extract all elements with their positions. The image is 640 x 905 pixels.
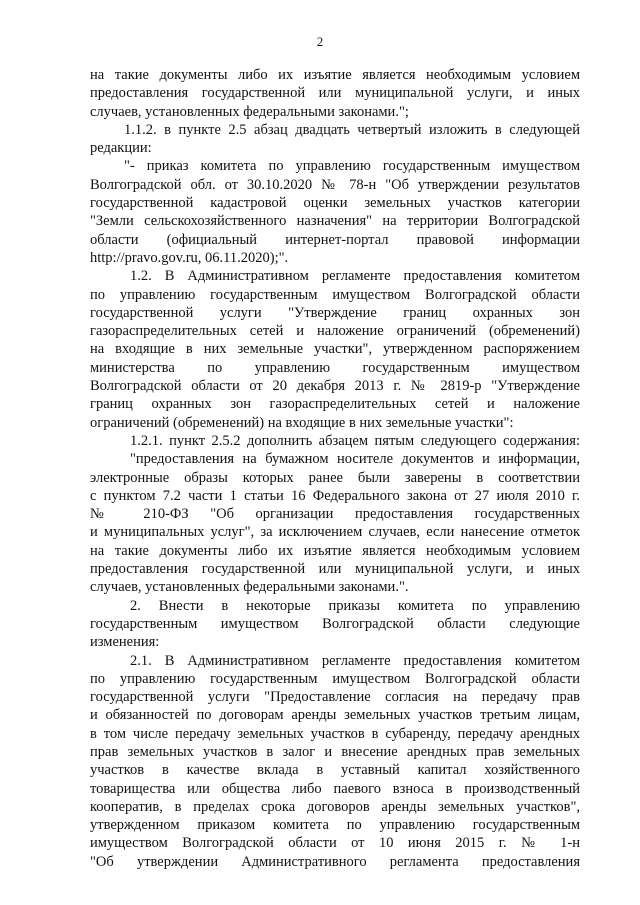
- text-line: предоставления государственной или муниципальной услуги, и иных: [90, 85, 580, 102]
- text-line: с пунктом 7.2 части 1 статьи 16 Федерального закона от 27 июля 2010 г.: [90, 487, 580, 504]
- text-line: ограничений (обременений) на входящие в них земельные участки":: [90, 414, 514, 431]
- text-line: 1.2. В Административном регламенте предоставления комитетом: [130, 268, 580, 285]
- text-line: "Земли сельскохозяйственного назначения" на территории Волгоградской: [90, 213, 580, 230]
- text-line: имуществом Волгоградской области от 10 июня 2015 г. № 1-н: [90, 835, 580, 852]
- text-line: предоставления государственной или муниципальной услуги, и иных: [90, 561, 580, 578]
- text-line: № 210-ФЗ "Об организации предоставления государственных: [90, 506, 580, 523]
- text-line: редакции:: [90, 140, 152, 157]
- text-line: Волгоградской области от 20 декабря 2013 г. № 2819-р "Утверждение: [90, 378, 580, 395]
- text-line: участков в качестве вклада в уставный капитал хозяйственного: [90, 762, 580, 779]
- text-line: государственным имуществом Волгоградской области следующие: [90, 615, 580, 632]
- text-line: "- приказ комитета по управлению государственным имуществом: [124, 158, 580, 175]
- text-line: утвержденном приказом комитета по управлению государственным: [90, 817, 580, 834]
- text-line: электронные образы которых ранее были заверены в соответствии: [90, 469, 580, 486]
- text-line: по управлению государственным имуществом Волгоградской области: [90, 286, 580, 303]
- text-line: "Об утверждении Административного регламента предоставления: [90, 853, 580, 870]
- text-line: министерства по управлению государственным имуществом: [90, 359, 580, 376]
- text-line: по управлению государственным имуществом Волгоградской области: [90, 670, 580, 687]
- text-line: "предоставления на бумажном носителе документов и информации,: [130, 451, 580, 468]
- text-line: случаев, установленных федеральными законами.";: [90, 103, 409, 120]
- text-line: и обязанностей по договорам аренды земельных участков третьим лицам,: [90, 707, 580, 724]
- text-line: государственной услуги "Утверждение границ охранных зон: [90, 304, 580, 321]
- text-line: 2.1. В Административном регламенте предоставления комитетом: [130, 652, 580, 669]
- text-line: http://pravo.gov.ru, 06.11.2020);".: [90, 249, 289, 266]
- document-body: [90, 66, 580, 871]
- text-line: на входящие в них земельные участки", утвержденном распоряжением: [90, 341, 580, 358]
- text-line: границ охранных зон газораспределительных сетей и наложение: [90, 396, 580, 413]
- text-line: 2. Внести в некоторые приказы комитета по управлению: [130, 597, 580, 614]
- page-number: 2: [316, 34, 324, 49]
- text-line: 1.1.2. в пункте 2.5 абзац двадцать четвертый изложить в следующей: [124, 121, 580, 138]
- text-line: Волгоградской обл. от 30.10.2020 № 78-н "Об утверждении результатов: [90, 176, 580, 193]
- text-line: 1.2.1. пункт 2.5.2 дополнить абзацем пятым следующего содержания:: [130, 432, 580, 449]
- text-line: изменения:: [90, 634, 160, 651]
- text-line: в том числе передачу земельных участков в субаренду, передачу арендных: [90, 725, 580, 742]
- text-line: и муниципальных услуг", за исключением случаев, если нанесение отметок: [90, 524, 580, 541]
- text-line: на такие документы либо их изъятие является необходимым условием: [90, 542, 580, 559]
- text-line: области (официальный интернет-портал правовой информации: [90, 231, 580, 248]
- text-line: государственной услуги "Предоставление согласия на передачу прав: [90, 689, 580, 706]
- text-line: случаев, установленных федеральными законами.".: [90, 579, 409, 596]
- text-line: на такие документы либо их изъятие является необходимым условием: [90, 67, 580, 83]
- text-line: кооператив, в пределах срока договоров аренды земельных участков",: [90, 798, 580, 815]
- text-line: товарищества или общества либо паевого взноса в производственный: [90, 780, 580, 797]
- text-line: государственной кадастровой оценки земельных участков категории: [90, 195, 580, 212]
- text-line: газораспределительных сетей и наложение ограничений (обременений): [90, 323, 580, 340]
- text-line: прав земельных участков в залог и внесение арендных прав земельных: [90, 743, 580, 760]
